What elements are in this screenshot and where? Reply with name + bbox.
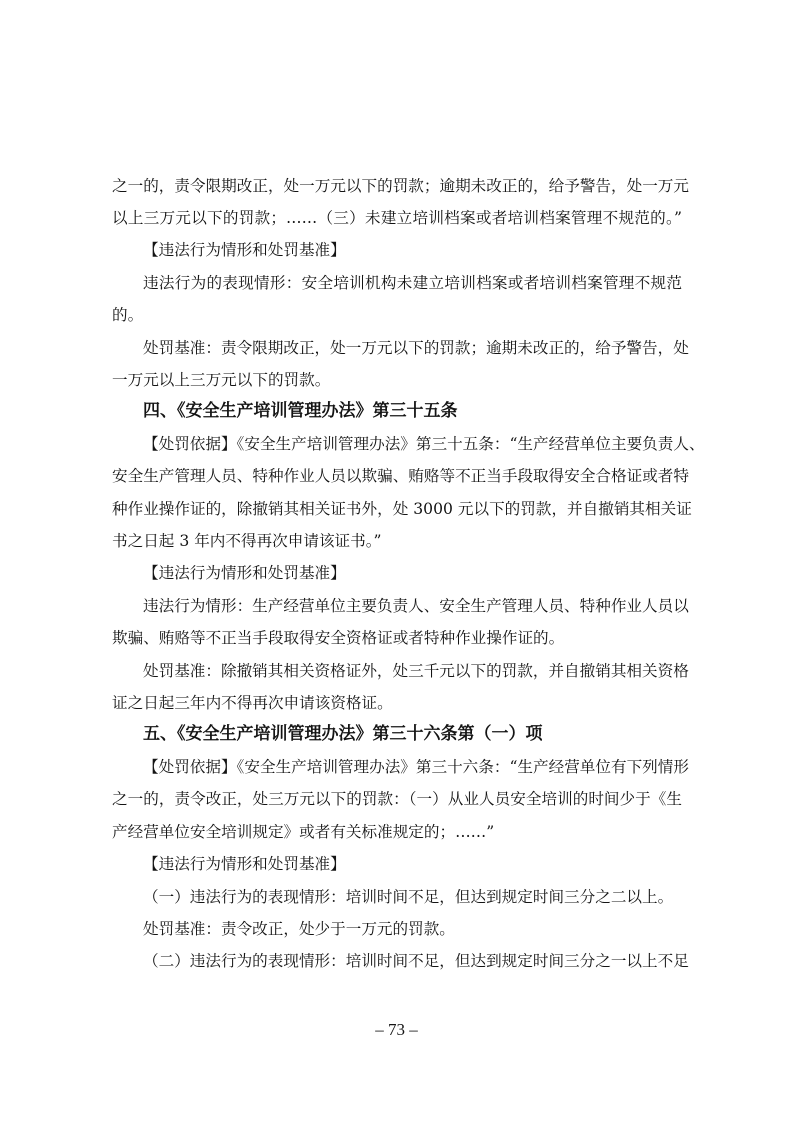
body-line: 安全生产管理人员、特种作业人员以欺骗、贿赂等不正当手段取得安全合格证或者特 xyxy=(112,467,689,485)
body-line: 欺骗、贿赂等不正当手段取得安全资格证或者特种作业操作证的。 xyxy=(112,629,565,647)
body-line: 的。 xyxy=(112,306,144,324)
page-number: – 73 – xyxy=(375,1020,418,1039)
body-line: 之一的，责令改正，处三万元以下的罚款：（一）从业人员安全培训的时间少于《生 xyxy=(112,790,682,808)
body-line: 一万元以上三万元以下的罚款。 xyxy=(112,371,331,389)
body-line: 【处罚依据】《安全生产培训管理办法》第三十六条：“生产经营单位有下列情形 xyxy=(143,758,689,776)
body-line: 种作业操作证的，除撤销其相关证书外，处 3000 元以下的罚款，并自撤销其相关证 xyxy=(112,500,692,518)
body-line: 产经营单位安全培训规定》或者有关标准规定的；……” xyxy=(112,823,495,841)
section-heading: 五、《安全生产培训管理办法》第三十六条第（一）项 xyxy=(143,724,543,744)
body-line: 之一的，责令限期改正，处一万元以下的罚款；逾期未改正的，给予警告，处一万元 xyxy=(112,177,689,195)
body-line: 【处罚依据】《安全生产培训管理办法》第三十五条：“生产经营单位主要负责人、 xyxy=(143,435,705,453)
body-line: 书之日起 3 年内不得再次申请该证书。” xyxy=(112,532,382,550)
body-line: （一）违法行为的表现情形：培训时间不足，但达到规定时间三分之二以上。 xyxy=(143,888,674,906)
section-label: 【违法行为情形和处罚基准】 xyxy=(143,855,346,873)
body-line: 处罚基准：责令限期改正，处一万元以下的罚款；逾期未改正的，给予警告，处 xyxy=(143,339,689,357)
body-line: 违法行为的表现情形：安全培训机构未建立培训档案或者培训档案管理不规范 xyxy=(143,274,682,292)
body-line: （二）违法行为的表现情形：培训时间不足，但达到规定时间三分之一以上不足 xyxy=(143,952,689,970)
section-heading: 四、《安全生产培训管理办法》第三十五条 xyxy=(143,401,458,421)
body-line: 处罚基准：除撤销其相关资格证外，处三千元以下的罚款，并自撤销其相关资格 xyxy=(143,662,689,680)
body-line: 处罚基准：责令改正，处少于一万元的罚款。 xyxy=(143,920,455,938)
body-line: 违法行为情形：生产经营单位主要负责人、安全生产管理人员、特种作业人员以 xyxy=(143,597,689,615)
section-label: 【违法行为情形和处罚基准】 xyxy=(143,241,346,259)
body-line: 证之日起三年内不得再次申请该资格证。 xyxy=(112,694,393,712)
section-label: 【违法行为情形和处罚基准】 xyxy=(143,564,346,582)
body-line: 以上三万元以下的罚款；……（三）未建立培训档案或者培训档案管理不规范的。” xyxy=(112,209,682,227)
